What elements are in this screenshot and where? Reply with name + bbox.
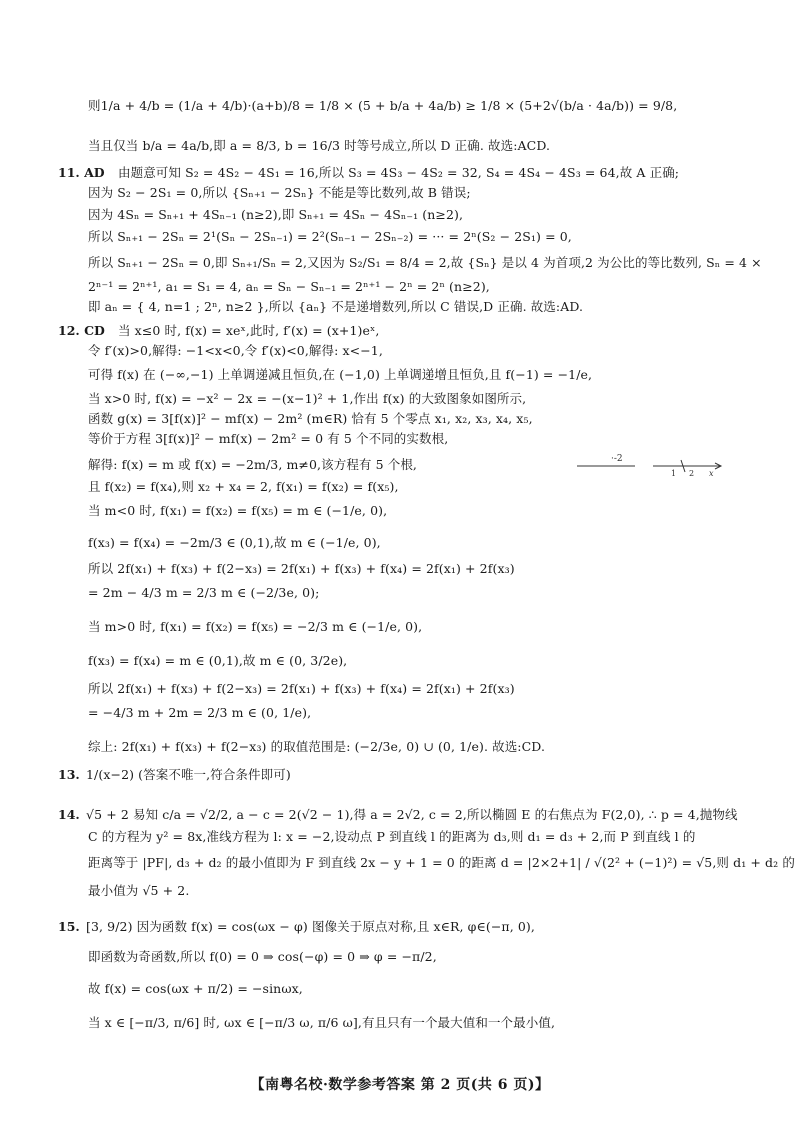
line-12-h: 且 f(x₂) = f(x₄),则 x₂ + x₄ = 2, f(x₁) = f(x₂) = f(x₅), xyxy=(88,479,399,494)
line-12-q: 综上: 2f(x₁) + f(x₃) + f(2−x₃) 的取值范围是: (−2/3e, 0) ∪ (0, 1/e). 故选:CD. xyxy=(88,739,546,754)
line-11-c: 因为 4Sₙ = Sₙ₊₁ + 4Sₙ₋₁ (n≥2),即 Sₙ₊₁ = 4Sₙ − 4Sₙ₋₁ (n≥2), xyxy=(88,207,464,222)
line-12-k: 所以 2f(x₁) + f(x₃) + f(2−x₃) = 2f(x₁) + f(x₃) + f(x₄) = 2f(x₁) + 2f(x₃) xyxy=(88,561,515,576)
function-graph-figure xyxy=(575,452,725,478)
line-12-o: 所以 2f(x₁) + f(x₃) + f(2−x₃) = 2f(x₁) + f(x₃) + f(x₄) = 2f(x₁) + 2f(x₃) xyxy=(88,681,515,696)
line-12-a: 当 x≤0 时, f(x) = xeˣ,此时, f′(x) = (x+1)eˣ, xyxy=(118,323,380,338)
question-12-number: 12. CD xyxy=(58,323,105,338)
line-12-e: 函数 g(x) = 3[f(x)]² − mf(x) − 2m² (m∈R) 恰有 5 个零点 x₁, x₂, x₃, x₄, x₅, xyxy=(88,411,533,426)
line-11-a: 由题意可知 S₂ = 4S₂ − 4S₁ = 16,所以 S₃ = 4S₃ − 4S₂ = 32, S₄ = 4S₄ − 4S₃ = 64,故 A 正确; xyxy=(118,165,680,180)
question-14-number: 14. xyxy=(58,807,80,822)
line-12-l: = 2m − 4/3 m = 2/3 m ∈ (−2/3e, 0); xyxy=(88,585,320,600)
label-axis: x xyxy=(709,469,714,478)
line-11-b: 因为 S₂ − 2S₁ = 0,所以 {Sₙ₊₁ − 2Sₙ} 不能是等比数列,故 B 错误; xyxy=(88,185,471,200)
line-12-j: f(x₃) = f(x₄) = −2m/3 ∈ (0,1),故 m ∈ (−1/e, 0), xyxy=(88,535,381,550)
line-11-g: 即 aₙ = { 4, n=1 ; 2ⁿ, n≥2 },所以 {aₙ} 不是递增数列,所以 C 错误,D 正确. 故选:AD. xyxy=(88,299,584,314)
line-11-f: 2ⁿ⁻¹ = 2ⁿ⁺¹, a₁ = S₁ = 4, aₙ = Sₙ − Sₙ₋₁ = 2ⁿ⁺¹ − 2ⁿ = 2ⁿ (n≥2), xyxy=(88,279,490,294)
line-12-p: = −4/3 m + 2m = 2/3 m ∈ (0, 1/e), xyxy=(88,705,312,720)
question-11-number: 11. AD xyxy=(58,165,105,180)
line-12-g: 解得: f(x) = m 或 f(x) = −2m/3, m≠0,该方程有 5 个根, xyxy=(88,457,418,472)
line-14-c: 距离等于 |PF|, d₃ + d₂ 的最小值即为 F 到直线 2x − y + 1 = 0 的距离 d = |2×2+1| / √(2² + (−1)²) = √5,则 d₁ + d₂ 的 xyxy=(88,855,795,870)
label-top: ·-2 xyxy=(611,454,623,464)
line-12-m: 当 m>0 时, f(x₁) = f(x₂) = f(x₅) = −2/3 m ∈ (−1/e, 0), xyxy=(88,619,423,634)
line-10-inequality: 则1/a + 4/b = (1/a + 4/b)·(a+b)/8 = 1/8 × (5 + b/a + 4a/b) ≥ 1/8 × (5+2√(b/a · 4a/b)) = 9/8, xyxy=(88,98,678,113)
line-12-n: f(x₃) = f(x₄) = m ∈ (0,1),故 m ∈ (0, 3/2e), xyxy=(88,653,348,668)
question-15-number: 15. xyxy=(58,919,80,934)
line-14-b: C 的方程为 y² = 8x,准线方程为 l: x = −2,设动点 P 到直线 l 的距离为 d₃,则 d₁ = d₃ + 2,而 P 到直线 l 的 xyxy=(88,829,696,844)
line-14-a: √5 + 2 易知 c/a = √2/2, a − c = 2(√2 − 1),得 a = 2√2, c = 2,所以椭圆 E 的右焦点为 F(2,0), ∴ p = 4,抛物线 xyxy=(86,807,738,822)
line-12-f: 等价于方程 3[f(x)]² − mf(x) − 2m² = 0 有 5 个不同的实数根, xyxy=(88,431,449,446)
graph-svg xyxy=(575,452,725,478)
line-12-d: 当 x>0 时, f(x) = −x² − 2x = −(x−1)² + 1,作出 f(x) 的大致图象如图所示, xyxy=(88,391,527,406)
line-12-i: 当 m<0 时, f(x₁) = f(x₂) = f(x₅) = m ∈ (−1/e, 0), xyxy=(88,503,388,518)
line-15-d: 当 x ∈ [−π/3, π/6] 时, ωx ∈ [−π/3 ω, π/6 ω],有且只有一个最大值和一个最小值, xyxy=(88,1015,556,1030)
line-15-a: [3, 9/2) 因为函数 f(x) = cos(ωx − φ) 图像关于原点对称,且 x∈R, φ∈(−π, 0), xyxy=(86,919,535,934)
line-14-d: 最小值为 √5 + 2. xyxy=(88,883,190,898)
label-x1: 1 xyxy=(671,469,677,478)
question-13-number: 13. xyxy=(58,767,80,782)
line-15-b: 即函数为奇函数,所以 f(0) = 0 ⇒ cos(−φ) = 0 ⇒ φ = −π/2, xyxy=(88,949,437,964)
line-11-e: 所以 Sₙ₊₁ − 2Sₙ = 0,即 Sₙ₊₁/Sₙ = 2,又因为 S₂/S₁ = 8/4 = 2,故 {Sₙ} 是以 4 为首项,2 为公比的等比数列, Sₙ = 4 × xyxy=(88,255,762,270)
page-footer: 【南粤名校·数学参考答案 第 2 页(共 6 页)】 xyxy=(250,1077,550,1093)
line-10-conclusion: 当且仅当 b/a = 4a/b,即 a = 8/3, b = 16/3 时等号成立,所以 D 正确. 故选:ACD. xyxy=(88,138,551,153)
line-13-answer: 1/(x−2) (答案不唯一,符合条件即可) xyxy=(86,767,291,782)
line-11-d: 所以 Sₙ₊₁ − 2Sₙ = 2¹(Sₙ − 2Sₙ₋₁) = 2²(Sₙ₋₁ − 2Sₙ₋₂) = ··· = 2ⁿ(S₂ − 2S₁) = 0, xyxy=(88,229,572,244)
label-x2: 2 xyxy=(689,469,695,478)
line-12-b: 令 f′(x)>0,解得: −1<x<0,令 f′(x)<0,解得: x<−1, xyxy=(88,343,383,358)
line-12-c: 可得 f(x) 在 (−∞,−1) 上单调递减且恒负,在 (−1,0) 上单调递增且恒负,且 f(−1) = −1/e, xyxy=(88,367,593,382)
line-15-c: 故 f(x) = cos(ωx + π/2) = −sinωx, xyxy=(88,981,303,996)
